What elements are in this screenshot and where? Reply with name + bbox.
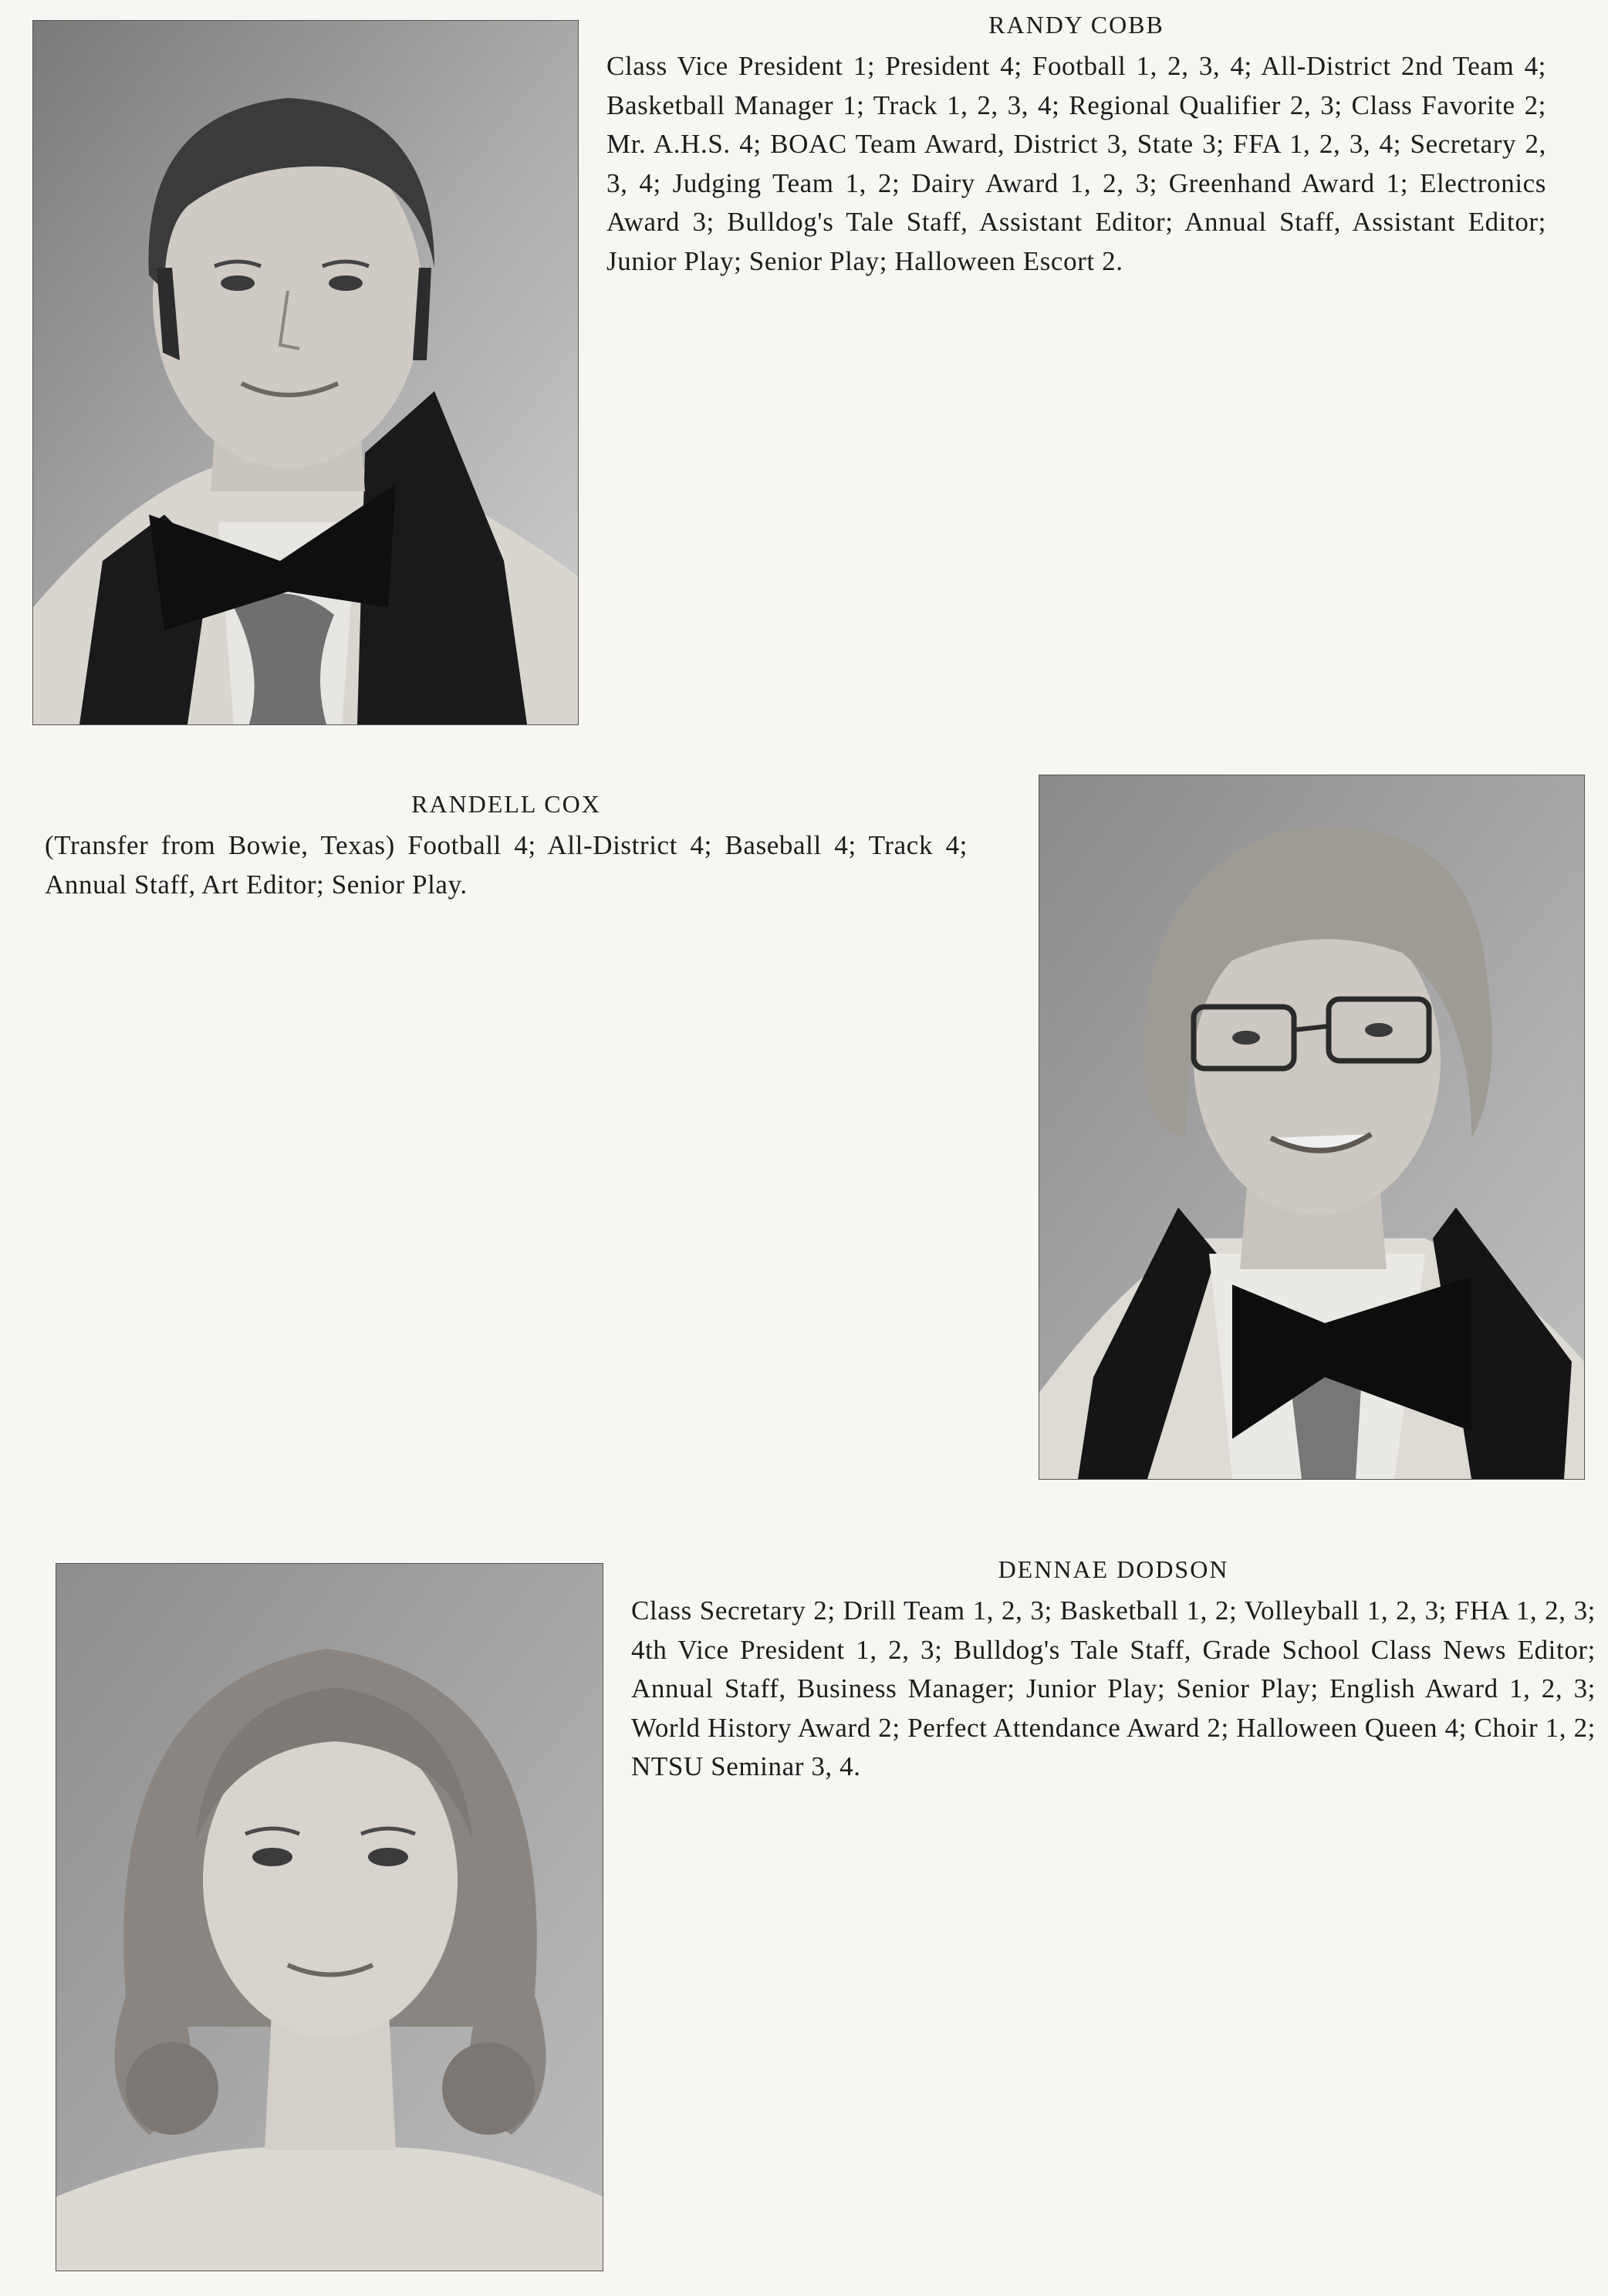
student-name: RANDELL COX — [411, 790, 601, 818]
student-activities: Class Secretary 2; Drill Team 1, 2, 3; Basketball 1, 2; Volleyball 1, 2, 3; FHA 1, 2, 3; 4th Vice President 1, 2, 3; Bulldog's Tale Staff, Grade School Class News Editor; Annual Staff, Business Manager; Junior Play; Senior Play; English Award 1, 2, 3; World History Award 2; Perfect Attendance Award 2; Halloween Queen 4; Choir 1, 2; NTSU Seminar 3, 4. — [631, 1595, 1596, 1781]
student-entry-randell-cox — [45, 790, 968, 904]
portrait-photo-randell-cox — [1039, 775, 1585, 1480]
student-entry-randy-cobb — [606, 11, 1546, 281]
portrait-photo-randy-cobb — [32, 20, 579, 725]
student-name: DENNAE DODSON — [998, 1555, 1229, 1583]
student-activities: Class Vice President 1; President 4; Football 1, 2, 3, 4; All-District 2nd Team 4; Basketball Manager 1; Track 1, 2, 3, 4; Regional Qualifier 2, 3; Class Favorite 2; Mr. A.H.S. 4; BOAC Team Award, District 3, State 3; FFA 1, 2, 3, 4; Secretary 2, 3, 4; Judging Team 1, 2; Dairy Award 1, 2, 3; Greenhand Award 1; Electronics Award 3; Bulldog's Tale Staff, Assistant Editor; Annual Staff, Assistant Editor; Junior Play; Senior Play; Halloween Escort 2. — [606, 51, 1546, 276]
student-activities: (Transfer from Bowie, Texas) Football 4; All-District 4; Baseball 4; Track 4; Annual Staff, Art Editor; Senior Play. — [45, 830, 968, 900]
student-entry-dennae-dodson — [631, 1555, 1596, 1787]
student-name: RANDY COBB — [988, 11, 1164, 39]
portrait-photo-dennae-dodson — [56, 1563, 603, 2271]
